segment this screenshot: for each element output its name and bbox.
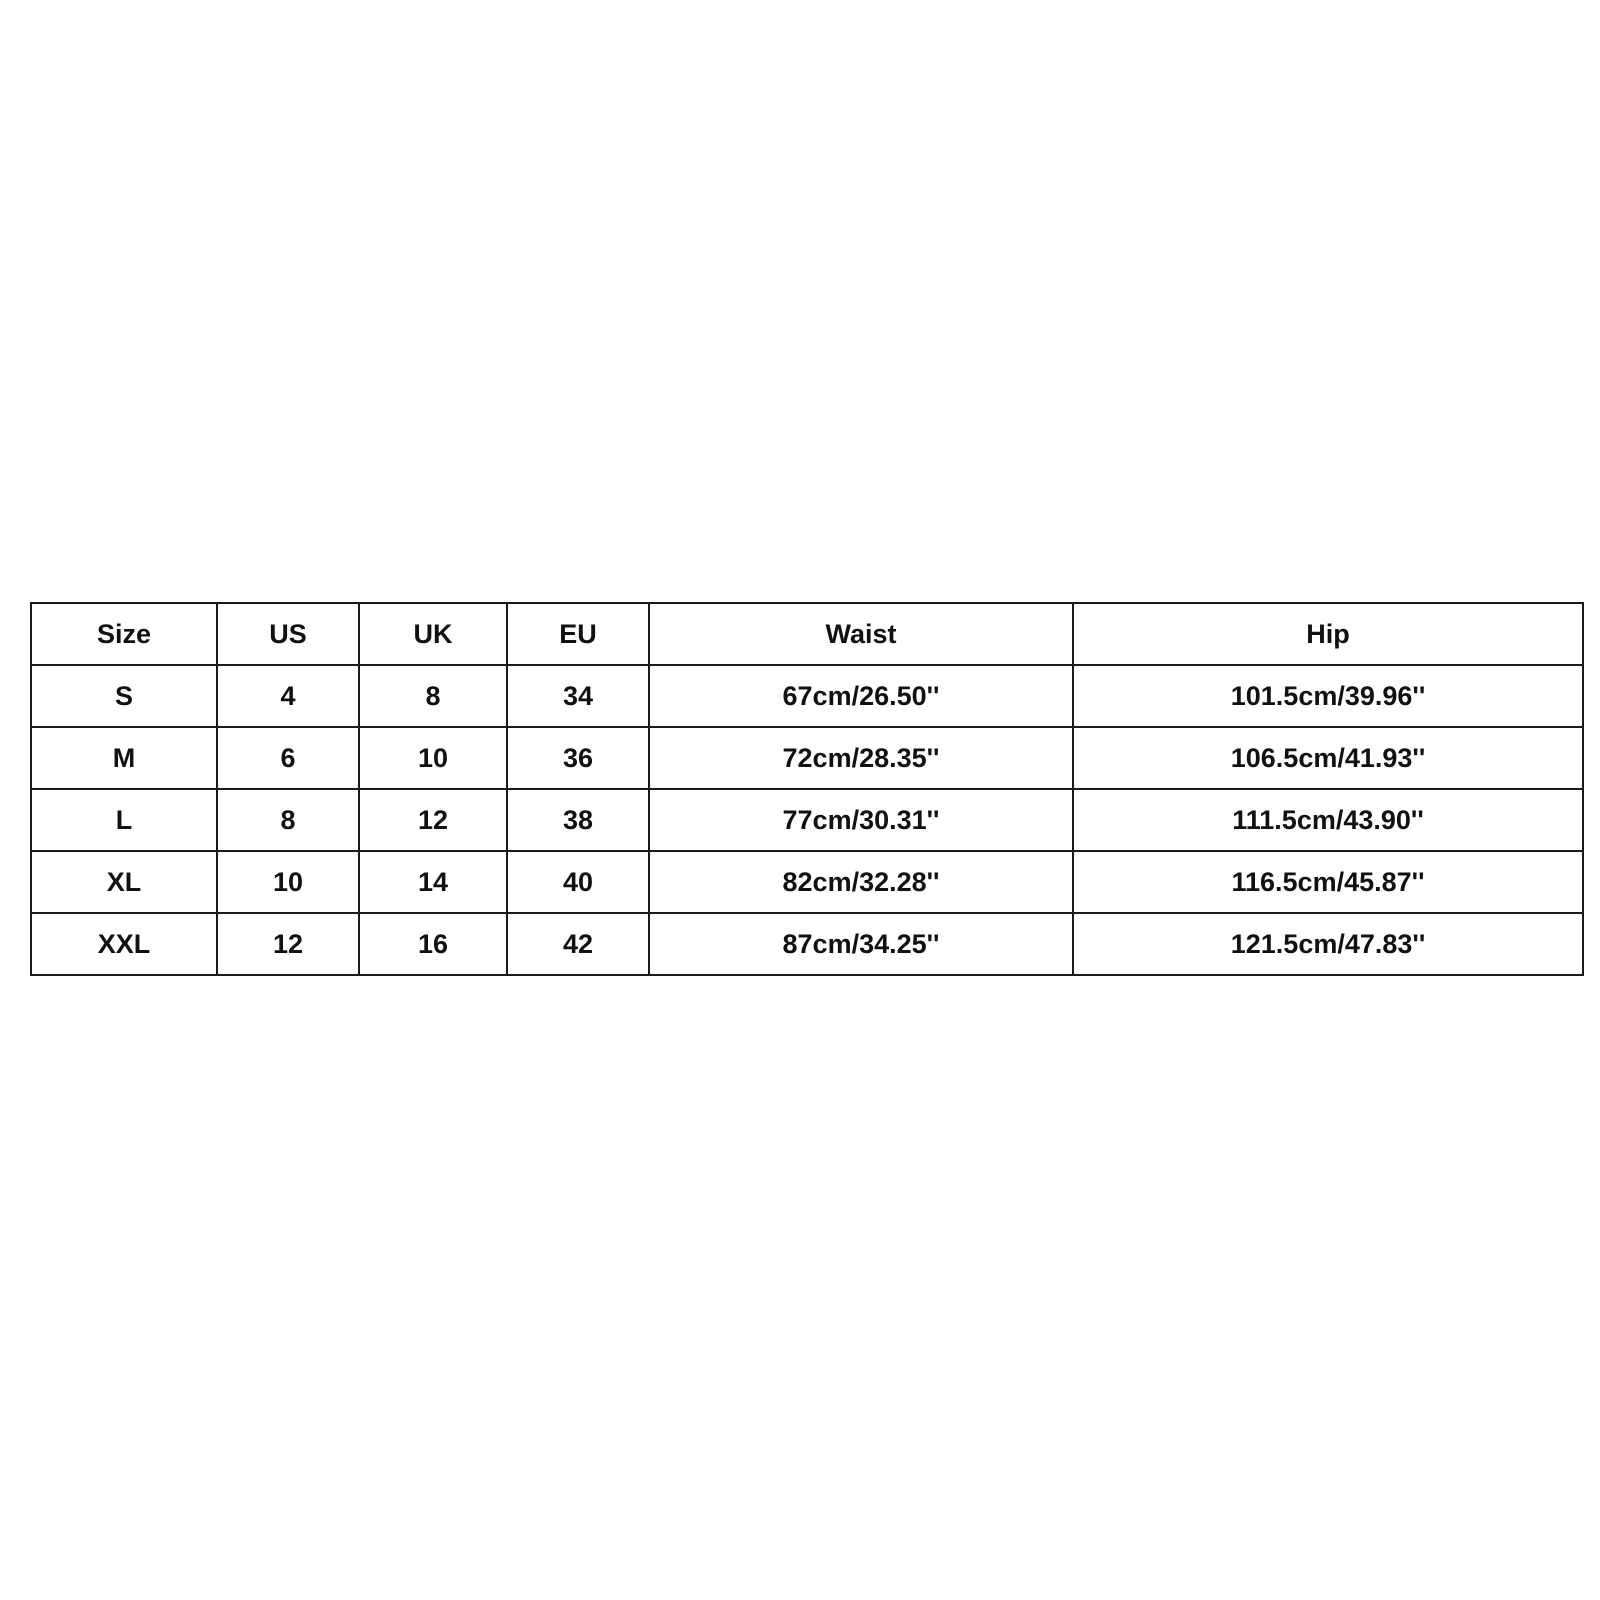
cell-eu: 38	[507, 789, 649, 851]
cell-size: S	[31, 665, 217, 727]
cell-uk: 16	[359, 913, 507, 975]
cell-eu: 34	[507, 665, 649, 727]
cell-hip: 106.5cm/41.93''	[1073, 727, 1583, 789]
cell-us: 6	[217, 727, 359, 789]
cell-eu: 42	[507, 913, 649, 975]
header-waist: Waist	[649, 603, 1073, 665]
cell-waist: 72cm/28.35''	[649, 727, 1073, 789]
header-size: Size	[31, 603, 217, 665]
table-row	[31, 913, 1583, 975]
cell-size: XL	[31, 851, 217, 913]
header-us: US	[217, 603, 359, 665]
header-hip: Hip	[1073, 603, 1583, 665]
size-chart-table	[30, 602, 1584, 976]
cell-waist: 87cm/34.25''	[649, 913, 1073, 975]
table-row	[31, 789, 1583, 851]
size-chart-header	[31, 603, 1583, 665]
cell-us: 10	[217, 851, 359, 913]
cell-uk: 10	[359, 727, 507, 789]
cell-waist: 67cm/26.50''	[649, 665, 1073, 727]
table-row	[31, 665, 1583, 727]
cell-hip: 121.5cm/47.83''	[1073, 913, 1583, 975]
cell-uk: 14	[359, 851, 507, 913]
cell-hip: 116.5cm/45.87''	[1073, 851, 1583, 913]
header-row	[31, 603, 1583, 665]
cell-eu: 40	[507, 851, 649, 913]
cell-hip: 101.5cm/39.96''	[1073, 665, 1583, 727]
cell-hip: 111.5cm/43.90''	[1073, 789, 1583, 851]
header-eu: EU	[507, 603, 649, 665]
cell-uk: 8	[359, 665, 507, 727]
cell-size: M	[31, 727, 217, 789]
cell-us: 8	[217, 789, 359, 851]
cell-us: 4	[217, 665, 359, 727]
cell-us: 12	[217, 913, 359, 975]
cell-uk: 12	[359, 789, 507, 851]
cell-size: L	[31, 789, 217, 851]
cell-waist: 77cm/30.31''	[649, 789, 1073, 851]
size-chart-body	[31, 665, 1583, 975]
table-row	[31, 727, 1583, 789]
table-row	[31, 851, 1583, 913]
header-uk: UK	[359, 603, 507, 665]
cell-waist: 82cm/32.28''	[649, 851, 1073, 913]
cell-size: XXL	[31, 913, 217, 975]
cell-eu: 36	[507, 727, 649, 789]
